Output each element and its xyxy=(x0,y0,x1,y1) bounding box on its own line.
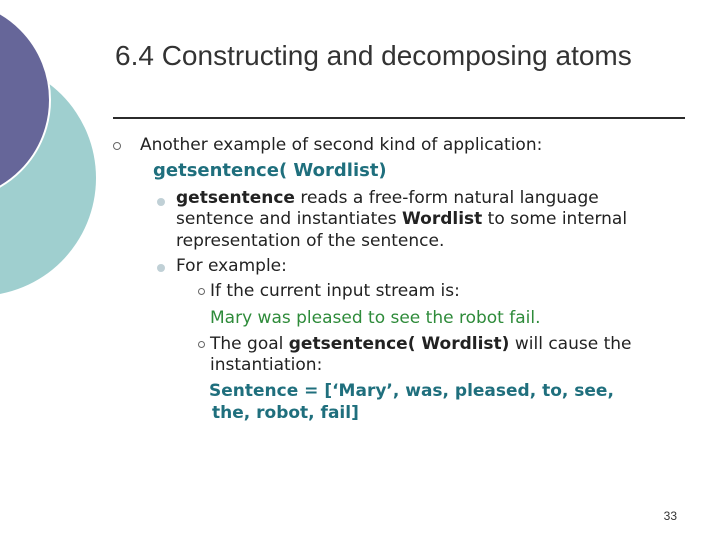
decorative-circles xyxy=(0,0,120,320)
bullet2-text: For example: xyxy=(176,256,287,276)
bullet1-text2: sentence and instantiates xyxy=(176,209,402,229)
bullet1-line3: representation of the sentence. xyxy=(176,231,445,251)
sub2-line2: instantiation: xyxy=(210,355,323,375)
sub2-post: will cause the xyxy=(509,334,632,354)
page-number: 33 xyxy=(663,509,677,523)
sub2-pre: The goal xyxy=(210,334,289,354)
title-divider xyxy=(113,117,685,119)
bullet1-text3: to some internal xyxy=(482,209,628,229)
bullet-ring-icon xyxy=(113,142,121,150)
bullet1-term2: Wordlist xyxy=(402,209,483,229)
sub-bullet-ring-icon xyxy=(198,288,205,295)
sub-bullet-ring-icon xyxy=(198,341,205,348)
bullet1-line2 xyxy=(176,209,627,229)
result-line2: the, robot, fail] xyxy=(212,403,359,423)
example-input: Mary was pleased to see the robot fail. xyxy=(210,308,541,328)
intro-text: Another example of second kind of application: xyxy=(140,135,543,155)
sub2-line1 xyxy=(210,334,632,354)
slide-title: 6.4 Constructing and decomposing atoms xyxy=(115,40,632,71)
bullet-dot-icon xyxy=(157,264,165,272)
bullet1-text1: reads a free-form natural language xyxy=(294,188,599,208)
result-line1: Sentence = [‘Mary’, was, pleased, to, see, xyxy=(209,381,614,401)
sub2-code: getsentence( Wordlist) xyxy=(288,334,510,354)
bullet1-line1 xyxy=(176,188,599,208)
bullet-dot-icon xyxy=(157,198,165,206)
sub1-text: If the current input stream is: xyxy=(210,281,460,301)
bullet1-term: getsentence xyxy=(176,188,295,208)
predicate-heading: getsentence( Wordlist) xyxy=(153,160,387,181)
